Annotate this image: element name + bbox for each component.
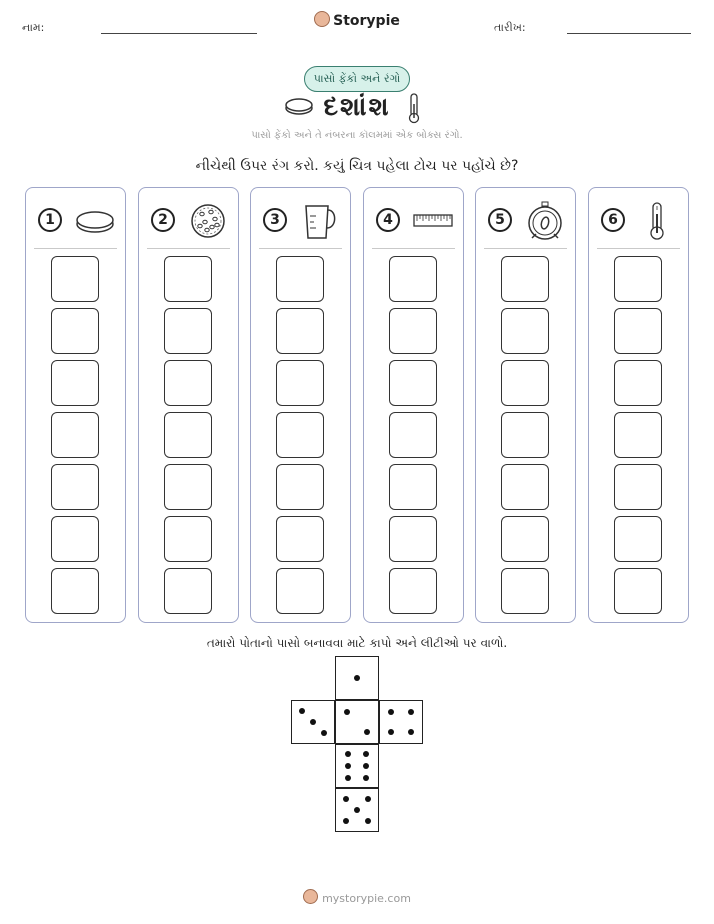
die-pip <box>363 763 369 769</box>
column-6 <box>588 187 689 623</box>
instruction: નીચેથી ઉપર રંગ કરો. કયું ચિત્ર પહેલા ટોચ પર પહોંચે છે? <box>195 158 519 174</box>
die-pip <box>354 675 360 681</box>
color-box[interactable] <box>389 516 437 562</box>
column-header <box>259 196 342 249</box>
ruler-icon <box>410 200 456 242</box>
date-label: તારીખ: <box>494 21 526 34</box>
color-box[interactable] <box>389 464 437 510</box>
column-number: 6 <box>601 208 625 232</box>
column-5 <box>475 187 576 623</box>
column-header <box>372 196 455 249</box>
bear-logo-icon <box>314 11 330 27</box>
column-4 <box>363 187 464 623</box>
bear-logo-icon <box>303 889 318 904</box>
color-box[interactable] <box>51 360 99 406</box>
color-box[interactable] <box>276 568 324 614</box>
cookie-icon <box>185 200 231 242</box>
die-pip <box>345 775 351 781</box>
coin-icon <box>72 200 118 242</box>
color-box[interactable] <box>389 568 437 614</box>
date-line[interactable] <box>567 33 691 34</box>
color-box[interactable] <box>51 308 99 354</box>
color-box[interactable] <box>51 516 99 562</box>
column-header <box>484 196 567 249</box>
die-pip <box>363 775 369 781</box>
stopwatch-icon <box>522 200 568 242</box>
die-pip <box>363 751 369 757</box>
brand-logo <box>0 11 714 29</box>
color-box[interactable] <box>614 308 662 354</box>
color-box[interactable] <box>501 464 549 510</box>
column-header <box>597 196 680 249</box>
color-box[interactable] <box>614 360 662 406</box>
color-box[interactable] <box>501 360 549 406</box>
color-box[interactable] <box>51 464 99 510</box>
column-header <box>34 196 117 249</box>
color-box[interactable] <box>51 256 99 302</box>
die-face <box>335 788 379 832</box>
color-box[interactable] <box>164 308 212 354</box>
color-box[interactable] <box>164 360 212 406</box>
die-pip <box>364 729 370 735</box>
color-box[interactable] <box>164 516 212 562</box>
column-number: 4 <box>376 208 400 232</box>
die-pip <box>388 729 394 735</box>
color-box[interactable] <box>614 568 662 614</box>
color-box[interactable] <box>389 308 437 354</box>
name-line[interactable] <box>101 33 257 34</box>
color-box[interactable] <box>276 412 324 458</box>
thermometer-icon <box>635 200 681 242</box>
activity-badge: પાસો ફેંકો અને રંગો <box>304 66 410 92</box>
column-3 <box>250 187 351 623</box>
color-box[interactable] <box>164 464 212 510</box>
color-box[interactable] <box>614 464 662 510</box>
color-box[interactable] <box>51 568 99 614</box>
color-box[interactable] <box>501 568 549 614</box>
color-box[interactable] <box>501 412 549 458</box>
color-box[interactable] <box>614 412 662 458</box>
column-number: 2 <box>151 208 175 232</box>
name-label: નામ: <box>22 21 45 34</box>
column-number: 3 <box>263 208 287 232</box>
column-header <box>147 196 230 249</box>
die-pip <box>345 751 351 757</box>
die-pip <box>365 818 371 824</box>
die-face <box>335 744 379 788</box>
color-box[interactable] <box>164 412 212 458</box>
die-pip <box>408 709 414 715</box>
color-box[interactable] <box>276 464 324 510</box>
column-number: 1 <box>38 208 62 232</box>
footer <box>0 889 714 905</box>
measuring-cup-icon <box>297 200 343 242</box>
color-box[interactable] <box>389 412 437 458</box>
brand-name: Storypie <box>333 13 400 29</box>
die-pip <box>345 763 351 769</box>
die-pip <box>344 709 350 715</box>
thermometer-icon <box>406 92 422 124</box>
color-box[interactable] <box>164 568 212 614</box>
color-box[interactable] <box>276 516 324 562</box>
color-box[interactable] <box>501 308 549 354</box>
die-pip <box>408 729 414 735</box>
die-face <box>335 656 379 700</box>
die-face <box>335 700 379 744</box>
page-title: દશાંશ <box>323 92 391 122</box>
color-box[interactable] <box>164 256 212 302</box>
column-2 <box>138 187 239 623</box>
die-pip <box>388 709 394 715</box>
die-face <box>291 700 335 744</box>
die-pip <box>365 796 371 802</box>
column-1 <box>25 187 126 623</box>
color-box[interactable] <box>501 516 549 562</box>
die-pip <box>343 818 349 824</box>
column-number: 5 <box>488 208 512 232</box>
color-box[interactable] <box>389 360 437 406</box>
die-pip <box>343 796 349 802</box>
cut-instruction: તમારો પોતાનો પાસો બનાવવા માટે કાપો અને લીટીઓ પર વાળો. <box>206 636 508 650</box>
die-pip <box>299 708 305 714</box>
color-box[interactable] <box>389 256 437 302</box>
footer-url: mystorypie.com <box>322 892 411 905</box>
color-box[interactable] <box>276 256 324 302</box>
color-box[interactable] <box>501 256 549 302</box>
color-box[interactable] <box>276 308 324 354</box>
subtitle: પાસો ફેંકો અને તે નંબરના કૉલમમાં એક બોક્સ રંગો. <box>251 130 463 141</box>
color-box[interactable] <box>614 256 662 302</box>
die-pip <box>310 719 316 725</box>
die-face <box>379 700 423 744</box>
color-box[interactable] <box>276 360 324 406</box>
color-box[interactable] <box>614 516 662 562</box>
die-pip <box>321 730 327 736</box>
die-pip <box>354 807 360 813</box>
color-box[interactable] <box>51 412 99 458</box>
